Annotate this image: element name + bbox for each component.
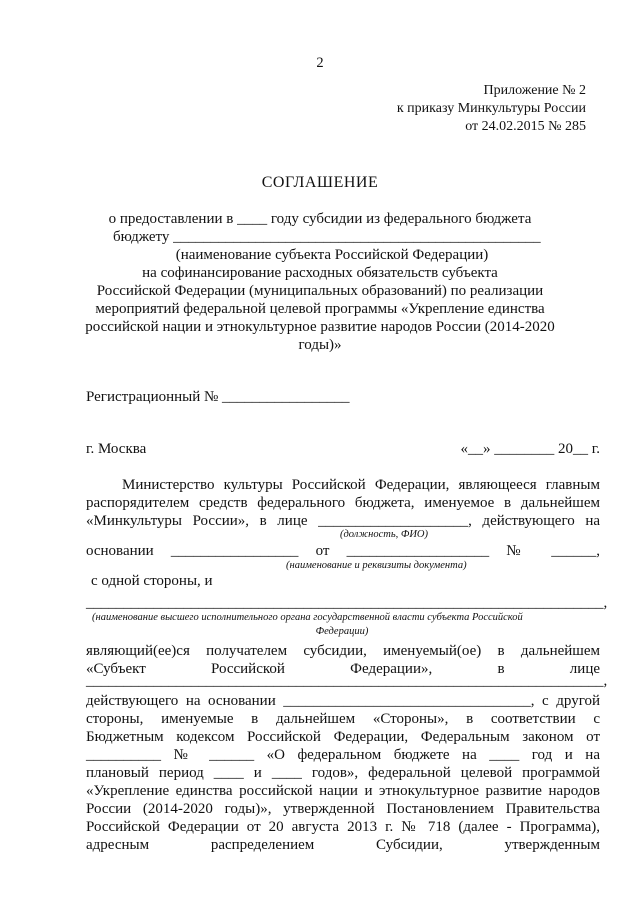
body-p2-line-10: России (2014-2020 годы)», утвержденной Постановлением Правительства: [86, 801, 600, 817]
subtitle-line-1: о предоставлении в ____ году субсидии из федерального бюджета: [108, 211, 532, 227]
note-authority-2: Федерации): [315, 626, 369, 637]
annex-line-3: от 24.02.2015 № 285: [465, 119, 586, 134]
body-p2-line-5: стороны, именуемые в дальнейшем «Стороны», в соответствии с: [86, 711, 600, 727]
subtitle-line-2: бюджету _________________________________________________: [113, 229, 541, 245]
body-p1-line-4: основании _________________ от ___________________ № ______,: [86, 543, 600, 559]
body-p1-line-3: «Минкультуры России», в лице ____________________, действующего на: [86, 513, 600, 529]
subtitle-line-4: на софинансирование расходных обязательств субъекта: [142, 265, 498, 281]
body-p2-line-1: являющий(ее)ся получателем субсидии, именуемый(ое) в дальнейшем: [86, 643, 600, 659]
body-p2-line-8: плановый период ____ и ____ годов», федеральной целевой программой: [86, 765, 600, 781]
authority-blank-line: _____________________________________________________________________,: [86, 595, 608, 611]
subtitle-line-6: мероприятий федеральной целевой программы «Укрепление единства: [95, 301, 545, 317]
document-title: СОГЛАШЕНИЕ: [261, 174, 379, 191]
subtitle-line-3: (наименование субъекта Российской Федерации): [175, 247, 489, 263]
note-document: (наименование и реквизиты документа): [286, 560, 467, 571]
annex-line-1: Приложение № 2: [483, 83, 586, 98]
note-position: (должность, ФИО): [340, 529, 428, 540]
body-p2-line-7: __________ № ______ «О федеральном бюджете на ____ год и на: [86, 747, 600, 763]
page-number: 2: [316, 55, 324, 71]
subtitle-line-8: годы)»: [298, 337, 342, 353]
body-p2-line-3: _____________________________________________________________________,: [86, 673, 608, 689]
body-p1-line-1: Министерство культуры Российской Федерации, являющееся главным: [122, 477, 600, 493]
body-p1-line-5: с одной стороны, и: [91, 573, 213, 589]
annex-line-2: к приказу Минкультуры России: [396, 101, 586, 116]
registration-number: Регистрационный № _________________: [86, 389, 350, 405]
body-p2-line-11: Российской Федерации от 20 августа 2013 г. № 718 (далее - Программа),: [86, 819, 600, 835]
body-p2-line-2: «Субъект Российской Федерации», в лице: [86, 661, 600, 677]
city: г. Москва: [86, 441, 147, 457]
body-p1-line-2: распорядителем средств федерального бюджета, именуемое в дальнейшем: [86, 495, 600, 511]
body-p2-line-6: Бюджетным кодексом Российской Федерации, Федеральным законом от: [86, 729, 600, 745]
body-p2-line-9: «Укрепление единства российской нации и этнокультурное развитие народов: [86, 783, 600, 799]
subtitle-line-5: Российской Федерации (муниципальных образований) по реализации: [96, 283, 544, 299]
body-p2-line-12: адресным распределением Субсидии, утвержденным: [86, 837, 600, 853]
subtitle-line-7: российской нации и этнокультурное развитие народов России (2014-2020: [85, 319, 555, 335]
note-authority-1: (наименование высшего исполнительного органа государственной власти субъекта Российской: [92, 612, 523, 623]
body-p2-line-4: действующего на основании _________________________________, с другой: [86, 693, 600, 709]
date-placeholder: «__» ________ 20__ г.: [460, 441, 600, 457]
